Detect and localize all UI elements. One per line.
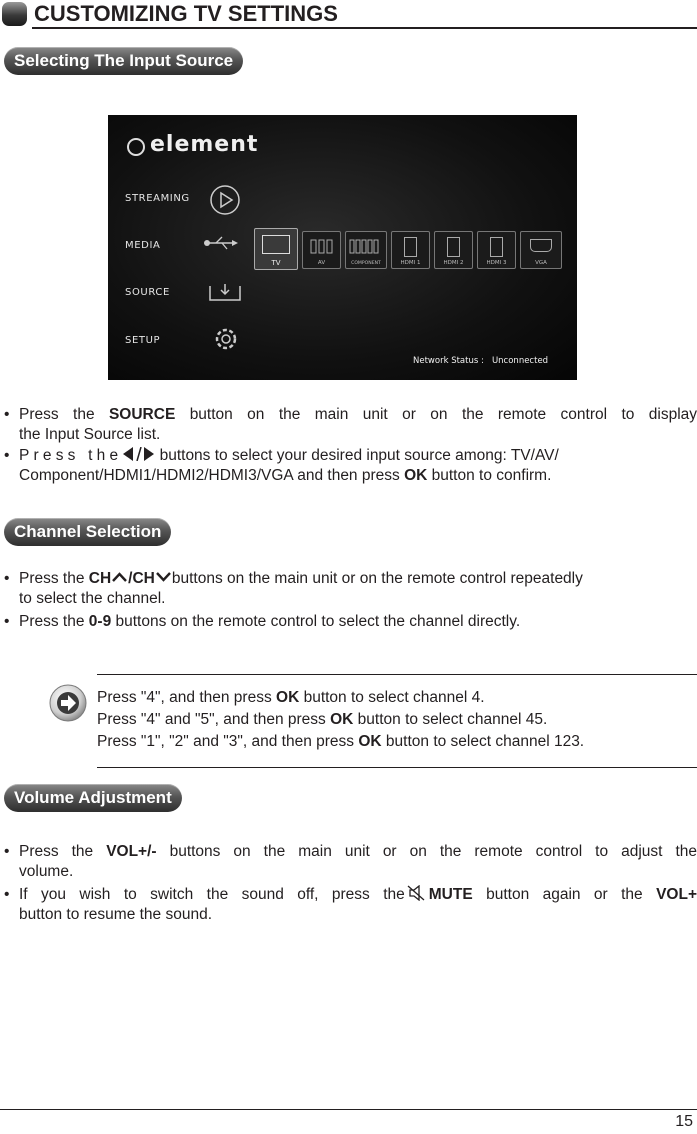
source-label-vga: VGA bbox=[535, 260, 547, 266]
text-fragment: Press the bbox=[19, 843, 107, 860]
text-fragment: Press the bbox=[19, 406, 109, 423]
menu-item-streaming: STREAMING bbox=[125, 193, 190, 204]
component-plugs-icon bbox=[349, 237, 383, 255]
volume-bullet-1-line1 bbox=[19, 842, 697, 862]
section-pill-channel-selection: Channel Selection bbox=[4, 518, 171, 546]
setup-gear-icon bbox=[211, 324, 241, 354]
ch-key-label: /CH bbox=[128, 570, 155, 587]
text-fragment: Press "4" and "5", and then press bbox=[97, 711, 331, 728]
text-fragment: Press "4", and then press bbox=[97, 689, 277, 706]
vol-plus-key-label: VOL+ bbox=[656, 886, 697, 903]
text-fragment: If you wish to switch the sound off, press the bbox=[19, 886, 405, 903]
bullet-marker: • bbox=[4, 886, 10, 903]
header-rule bbox=[32, 27, 697, 29]
bullet-marker: • bbox=[4, 406, 10, 423]
input-bullet-1-line1 bbox=[19, 405, 697, 425]
chevron-up-icon bbox=[111, 571, 128, 583]
media-usb-icon bbox=[202, 235, 240, 251]
source-label-hdmi3: HDMI 3 bbox=[486, 260, 507, 266]
channel-bullet-1-line1 bbox=[19, 569, 583, 589]
source-tile-vga bbox=[520, 231, 562, 269]
text-fragment: Press the bbox=[19, 447, 123, 464]
text-fragment: button to select channel 4. bbox=[299, 689, 485, 706]
input-bullet-1-line2: the Input Source list. bbox=[19, 426, 161, 443]
vga-plug-icon bbox=[530, 239, 552, 252]
ok-key-label: OK bbox=[330, 711, 354, 728]
source-tile-hdmi1 bbox=[391, 231, 430, 269]
channel-bullet-2 bbox=[19, 612, 520, 632]
vol-key-label: VOL+/- bbox=[106, 843, 157, 860]
note-top-rule bbox=[97, 674, 697, 675]
bullet-marker: • bbox=[4, 843, 10, 860]
source-input-icon bbox=[208, 282, 242, 302]
source-tile-av bbox=[302, 231, 341, 269]
source-label-component: COMPONENT bbox=[351, 261, 381, 266]
tv-menu-screenshot bbox=[108, 115, 577, 380]
mute-speaker-icon bbox=[407, 885, 427, 901]
menu-item-source: SOURCE bbox=[125, 287, 170, 298]
section-pill-input-source: Selecting The Input Source bbox=[4, 47, 243, 75]
input-bullet-2-line2 bbox=[19, 466, 551, 486]
source-label-tv: TV bbox=[271, 259, 281, 267]
ok-key-label: OK bbox=[404, 467, 428, 484]
digit-keys-label: 0-9 bbox=[88, 613, 112, 630]
hdmi2-plug-icon bbox=[447, 237, 460, 257]
text-fragment: Press the bbox=[19, 570, 89, 587]
source-label-hdmi1: HDMI 1 bbox=[400, 260, 421, 266]
text-fragment: Component/HDMI1/HDMI2/HDMI3/VGA and then press bbox=[19, 467, 405, 484]
text-fragment: button to select channel 45. bbox=[353, 711, 548, 728]
volume-bullet-2-line2: button to resume the sound. bbox=[19, 906, 213, 923]
source-tile-component bbox=[345, 231, 387, 269]
note-arrow-icon bbox=[48, 683, 88, 723]
hdmi3-plug-icon bbox=[490, 237, 503, 257]
text-fragment: Press "1", "2" and "3", and then press bbox=[97, 733, 359, 750]
input-bullet-2-line1 bbox=[19, 446, 559, 466]
page-number: 15 bbox=[675, 1113, 693, 1130]
bullet-marker: • bbox=[4, 570, 10, 587]
note-bottom-rule bbox=[97, 767, 697, 768]
source-key-label: SOURCE bbox=[108, 406, 176, 423]
network-status: Network Status : Unconnected bbox=[413, 356, 549, 366]
volume-bullet-1-line2: volume. bbox=[19, 863, 74, 880]
source-label-av: AV bbox=[317, 260, 326, 266]
text-fragment: button on the main unit or on the remote control to display bbox=[175, 406, 697, 423]
text-fragment: buttons to select your desired input source among: TV/AV/ bbox=[155, 447, 559, 464]
volume-bullet-2-line1 bbox=[19, 885, 697, 905]
note-line-1 bbox=[97, 688, 485, 708]
brand-name: element bbox=[150, 132, 259, 157]
tv-icon bbox=[262, 235, 290, 254]
ok-key-label: OK bbox=[358, 733, 382, 750]
source-label-hdmi2: HDMI 2 bbox=[443, 260, 464, 266]
footer-rule bbox=[0, 1109, 697, 1110]
note-line-2 bbox=[97, 710, 547, 730]
ok-key-label: OK bbox=[276, 689, 300, 706]
brand-logo-icon bbox=[127, 138, 145, 156]
text-fragment: buttons on the main unit or on the remote control repeatedly bbox=[171, 570, 583, 587]
menu-item-setup: SETUP bbox=[125, 335, 161, 346]
text-fragment: button to select channel 123. bbox=[381, 733, 585, 750]
ch-key-label: CH bbox=[88, 570, 112, 587]
note-line-3 bbox=[97, 732, 584, 752]
chevron-down-icon bbox=[155, 571, 172, 583]
source-tile-tv bbox=[254, 228, 298, 270]
text-fragment: button to confirm. bbox=[427, 467, 552, 484]
section-pill-volume-adjustment: Volume Adjustment bbox=[4, 784, 182, 812]
text-fragment: button again or the bbox=[472, 886, 657, 903]
page-title: CUSTOMIZING TV SETTINGS bbox=[34, 1, 338, 26]
text-fragment: Press the bbox=[19, 613, 89, 630]
streaming-play-icon bbox=[209, 184, 241, 216]
av-plugs-icon bbox=[309, 237, 333, 255]
text-fragment: buttons on the main unit or on the remote control to adjust the bbox=[156, 843, 697, 860]
text-fragment: buttons on the remote control to select the channel directly. bbox=[111, 613, 521, 630]
mute-key-label: MUTE bbox=[428, 886, 473, 903]
left-right-arrow-icon bbox=[123, 447, 155, 461]
hdmi1-plug-icon bbox=[404, 237, 417, 257]
bullet-marker: • bbox=[4, 447, 10, 464]
menu-item-media: MEDIA bbox=[125, 240, 161, 251]
header-badge-icon bbox=[2, 2, 27, 26]
channel-bullet-1-line2: to select the channel. bbox=[19, 590, 166, 607]
source-tile-hdmi3 bbox=[477, 231, 516, 269]
source-tile-hdmi2 bbox=[434, 231, 473, 269]
bullet-marker: • bbox=[4, 613, 10, 630]
